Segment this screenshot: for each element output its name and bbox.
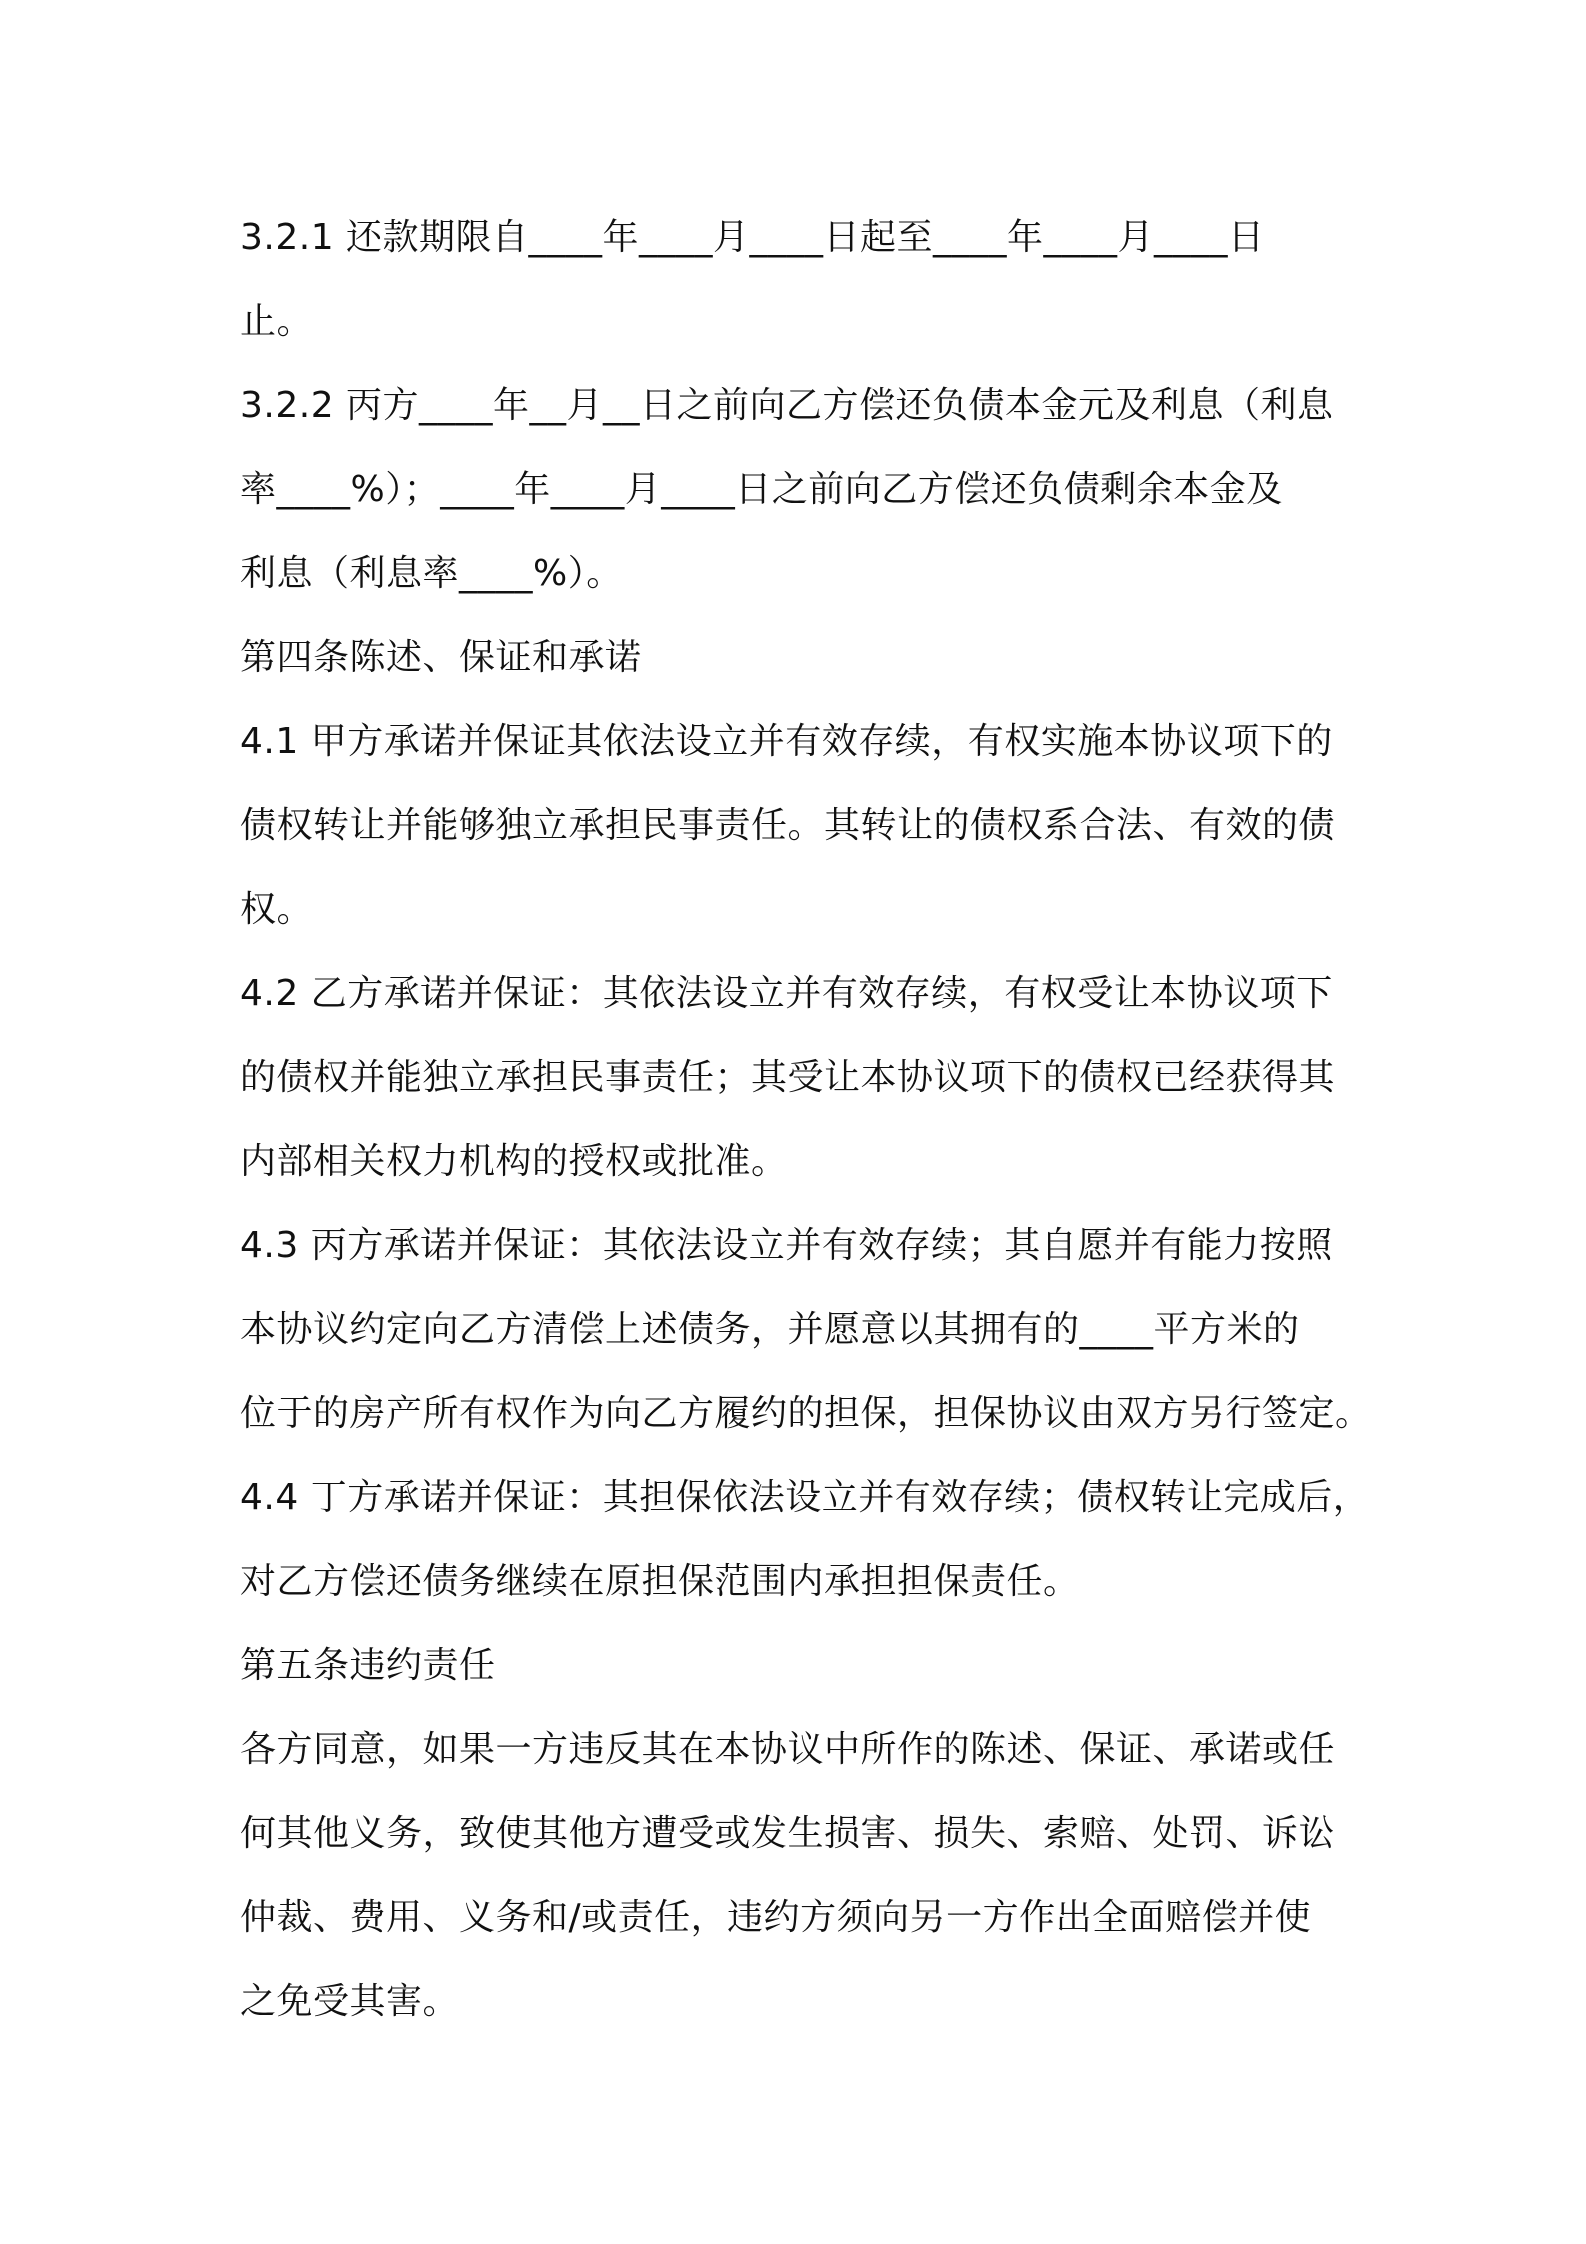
clause-4-1-line-1: 4.1 甲方承诺并保证其依法设立并有效存续，有权实施本协议项下的 [240, 721, 1333, 762]
clause-3-2-2-line-1: 3.2.2 丙方____年__月__日之前向乙方偿还负债本金元及利息（利息 [240, 385, 1334, 426]
clause-4-3-line-3: 位于的房产所有权作为向乙方履约的担保，担保协议由双方另行签定。 [240, 1393, 1372, 1434]
article-4-heading: 第四条陈述、保证和承诺 [240, 637, 642, 678]
clause-4-2-line-1: 4.2 乙方承诺并保证：其依法设立并有效存续，有权受让本协议项下 [240, 973, 1333, 1014]
document-body [240, 196, 1370, 2044]
clause-4-2-line-3: 内部相关权力机构的授权或批准。 [240, 1141, 788, 1182]
clause-4-2-line-2: 的债权并能独立承担民事责任；其受让本协议项下的债权已经获得其 [240, 1057, 1336, 1098]
clause-4-4-line-2: 对乙方偿还债务继续在原担保范围内承担担保责任。 [240, 1561, 1080, 1602]
clause-3-2-1-line-1: 3.2.1 还款期限自____年____月____日起至____年____月____日 [240, 217, 1265, 258]
clause-4-4-line-1: 4.4 丁方承诺并保证：其担保依法设立并有效存续；债权转让完成后， [240, 1477, 1370, 1518]
clause-3-2-2-line-3: 利息（利息率____%）。 [240, 553, 623, 594]
article-5-body-line-1: 各方同意，如果一方违反其在本协议中所作的陈述、保证、承诺或任 [240, 1729, 1336, 1770]
clause-4-1-line-2: 债权转让并能够独立承担民事责任。其转让的债权系合法、有效的债 [240, 805, 1336, 846]
article-5-body-line-3: 仲裁、费用、义务和/或责任，违约方须向另一方作出全面赔偿并使 [240, 1897, 1312, 1938]
clause-3-2-2-line-2: 率____%）；____年____月____日之前向乙方偿还负债剩余本金及 [240, 469, 1283, 510]
clause-4-1-line-3: 权。 [240, 889, 314, 930]
clause-4-3-line-1: 4.3 丙方承诺并保证：其依法设立并有效存续；其自愿并有能力按照 [240, 1225, 1333, 1266]
article-5-body-line-4: 之免受其害。 [240, 1981, 460, 2022]
clause-3-2-1-line-2: 止。 [240, 301, 314, 342]
article-5-body-line-2: 何其他义务，致使其他方遭受或发生损害、损失、索赔、处罚、诉讼 [240, 1813, 1336, 1854]
article-5-heading: 第五条违约责任 [240, 1645, 496, 1686]
clause-4-3-line-2: 本协议约定向乙方清偿上述债务，并愿意以其拥有的____平方米的 [240, 1309, 1300, 1350]
